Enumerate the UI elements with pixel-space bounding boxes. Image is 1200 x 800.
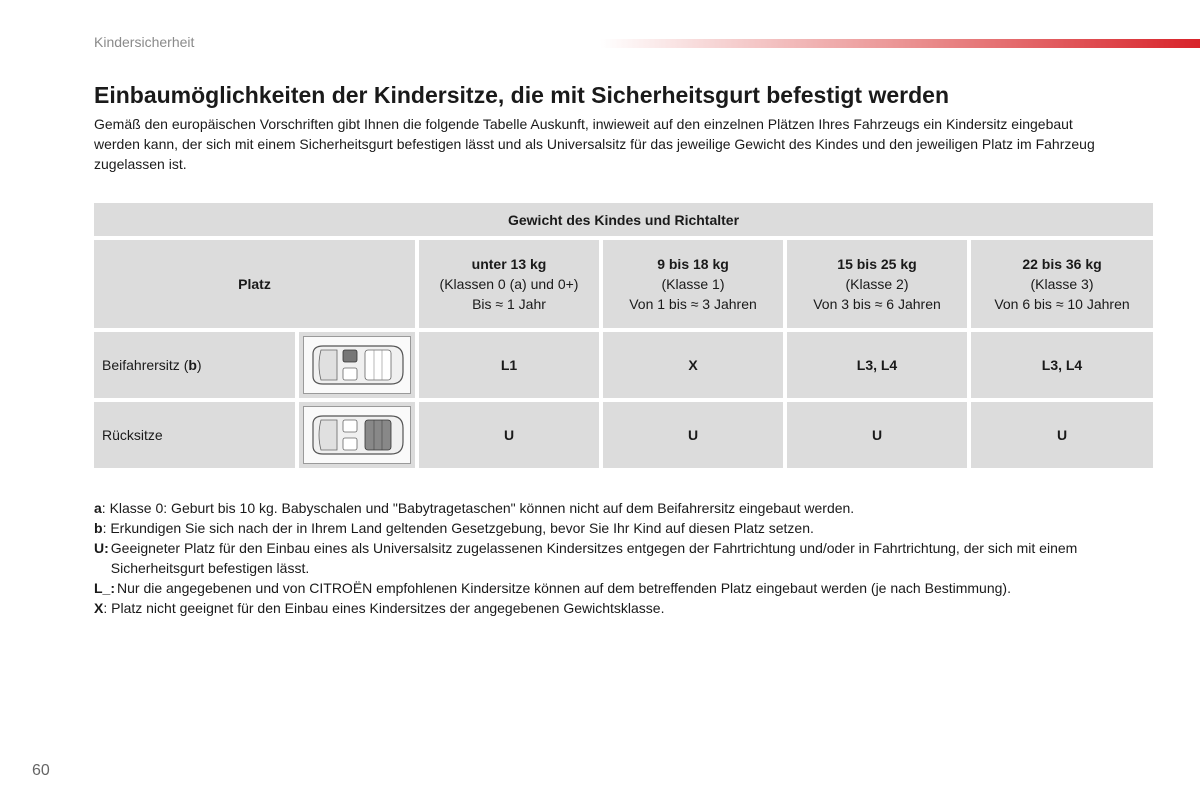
column-class: (Klasse 1) <box>661 276 725 292</box>
footnote-l <box>94 578 1124 598</box>
footnote-key: X <box>94 600 104 616</box>
column-class: (Klasse 3) <box>1030 276 1094 292</box>
column-title: 15 bis 25 kg <box>837 256 917 272</box>
row-label-text: Rücksitze <box>102 427 163 443</box>
row-label <box>94 332 295 398</box>
column-title: unter 13 kg <box>471 256 547 272</box>
row-image-cell <box>299 332 415 398</box>
table-row-rear-seats <box>94 402 1153 468</box>
row-label <box>94 402 295 468</box>
intro-paragraph: Gemäß den europäischen Vorschriften gibt Ihnen die folgende Tabelle Auskunft, inwieweit auf den einzelnen Plätzen Ihres Fahrzeugs ein Kindersitz eingebaut werden kann, der sich mit einem Sicherheitsgurt befestigen lässt und als Universalsitz für das jeweilige Gewicht des Kindes und den jeweiligen Platz im Fahrzeug zugelassen ist. <box>94 116 1095 172</box>
footnote-key: U: <box>94 540 109 556</box>
child-seat-table <box>90 199 1157 472</box>
column-age: Bis ≈ 1 Jahr <box>472 296 546 312</box>
row-label-note: b <box>188 357 197 373</box>
column-title: 22 bis 36 kg <box>1022 256 1102 272</box>
column-header-group-2 <box>787 240 967 328</box>
car-rear-seat-icon <box>303 406 411 464</box>
table-row-front-passenger <box>94 332 1153 398</box>
table-cell: U <box>419 402 599 468</box>
column-header-group-0 <box>419 240 599 328</box>
footnotes <box>94 498 1124 618</box>
table-column-header-row <box>94 240 1153 328</box>
footnote-text: : Erkundigen Sie sich nach der in Ihrem Land geltenden Gesetzgebung, bevor Sie Ihr Kind auf diesen Platz setzen. <box>102 520 814 536</box>
column-age: Von 1 bis ≈ 3 Jahren <box>629 296 757 312</box>
table-cell: U <box>603 402 783 468</box>
weight-group-header: Gewicht des Kindes und Richtalter <box>94 203 1153 236</box>
table-cell: U <box>971 402 1153 468</box>
footnote-b <box>94 518 1124 538</box>
car-front-seat-icon <box>303 336 411 394</box>
page-title: Einbaumöglichkeiten der Kindersitze, die mit Sicherheitsgurt befestigt werden <box>94 82 949 108</box>
footnote-key: a <box>94 500 102 516</box>
header-accent-bar <box>600 39 1200 48</box>
column-title: 9 bis 18 kg <box>657 256 729 272</box>
footnote-key: L_: <box>94 580 115 596</box>
column-age: Von 3 bis ≈ 6 Jahren <box>813 296 941 312</box>
table-cell: U <box>787 402 967 468</box>
column-header-group-1 <box>603 240 783 328</box>
row-label-end: ) <box>196 357 202 373</box>
footnote-x <box>94 598 1124 618</box>
footnote-text: : Platz nicht geeignet für den Einbau eines Kindersitzes der angegebenen Gewichtsklasse. <box>103 600 665 616</box>
footnote-text: Nur die angegebenen und von CITROËN empfohlenen Kindersitze können auf dem betreffenden Platz eingebaut werden (je nach Bestimmung). <box>117 580 1011 596</box>
table-cell: L3, L4 <box>787 332 967 398</box>
column-class: (Klasse 2) <box>845 276 909 292</box>
footnote-text: Geeigneter Platz für den Einbau eines als Universalsitz zugelassenen Kindersitzes entgegen der Fahrtrichtung und/oder in Fahrtrichtung, der sich mit einem Sicherheitsgurt befestigen lässt. <box>110 540 1078 576</box>
row-label-text: Beifahrersitz ( <box>102 357 189 373</box>
section-label: Kindersicherheit <box>94 34 195 50</box>
footnote-u <box>94 538 1124 578</box>
footnote-a <box>94 498 1124 518</box>
column-header-group-3 <box>971 240 1153 328</box>
footnote-key: b <box>94 520 103 536</box>
table-cell: L3, L4 <box>971 332 1153 398</box>
column-age: Von 6 bis ≈ 10 Jahren <box>994 296 1130 312</box>
row-image-cell <box>299 402 415 468</box>
table-group-header-row <box>94 203 1153 236</box>
place-header: Platz <box>94 240 415 328</box>
column-class: (Klassen 0 (a) und 0+) <box>439 276 579 292</box>
footnote-text: : Klasse 0: Geburt bis 10 kg. Babyschalen und "Babytragetaschen" können nicht auf dem Beifahrersitz eingebaut werden. <box>101 500 855 516</box>
table-cell: X <box>603 332 783 398</box>
page-number: 60 <box>32 762 50 779</box>
table-cell: L1 <box>419 332 599 398</box>
